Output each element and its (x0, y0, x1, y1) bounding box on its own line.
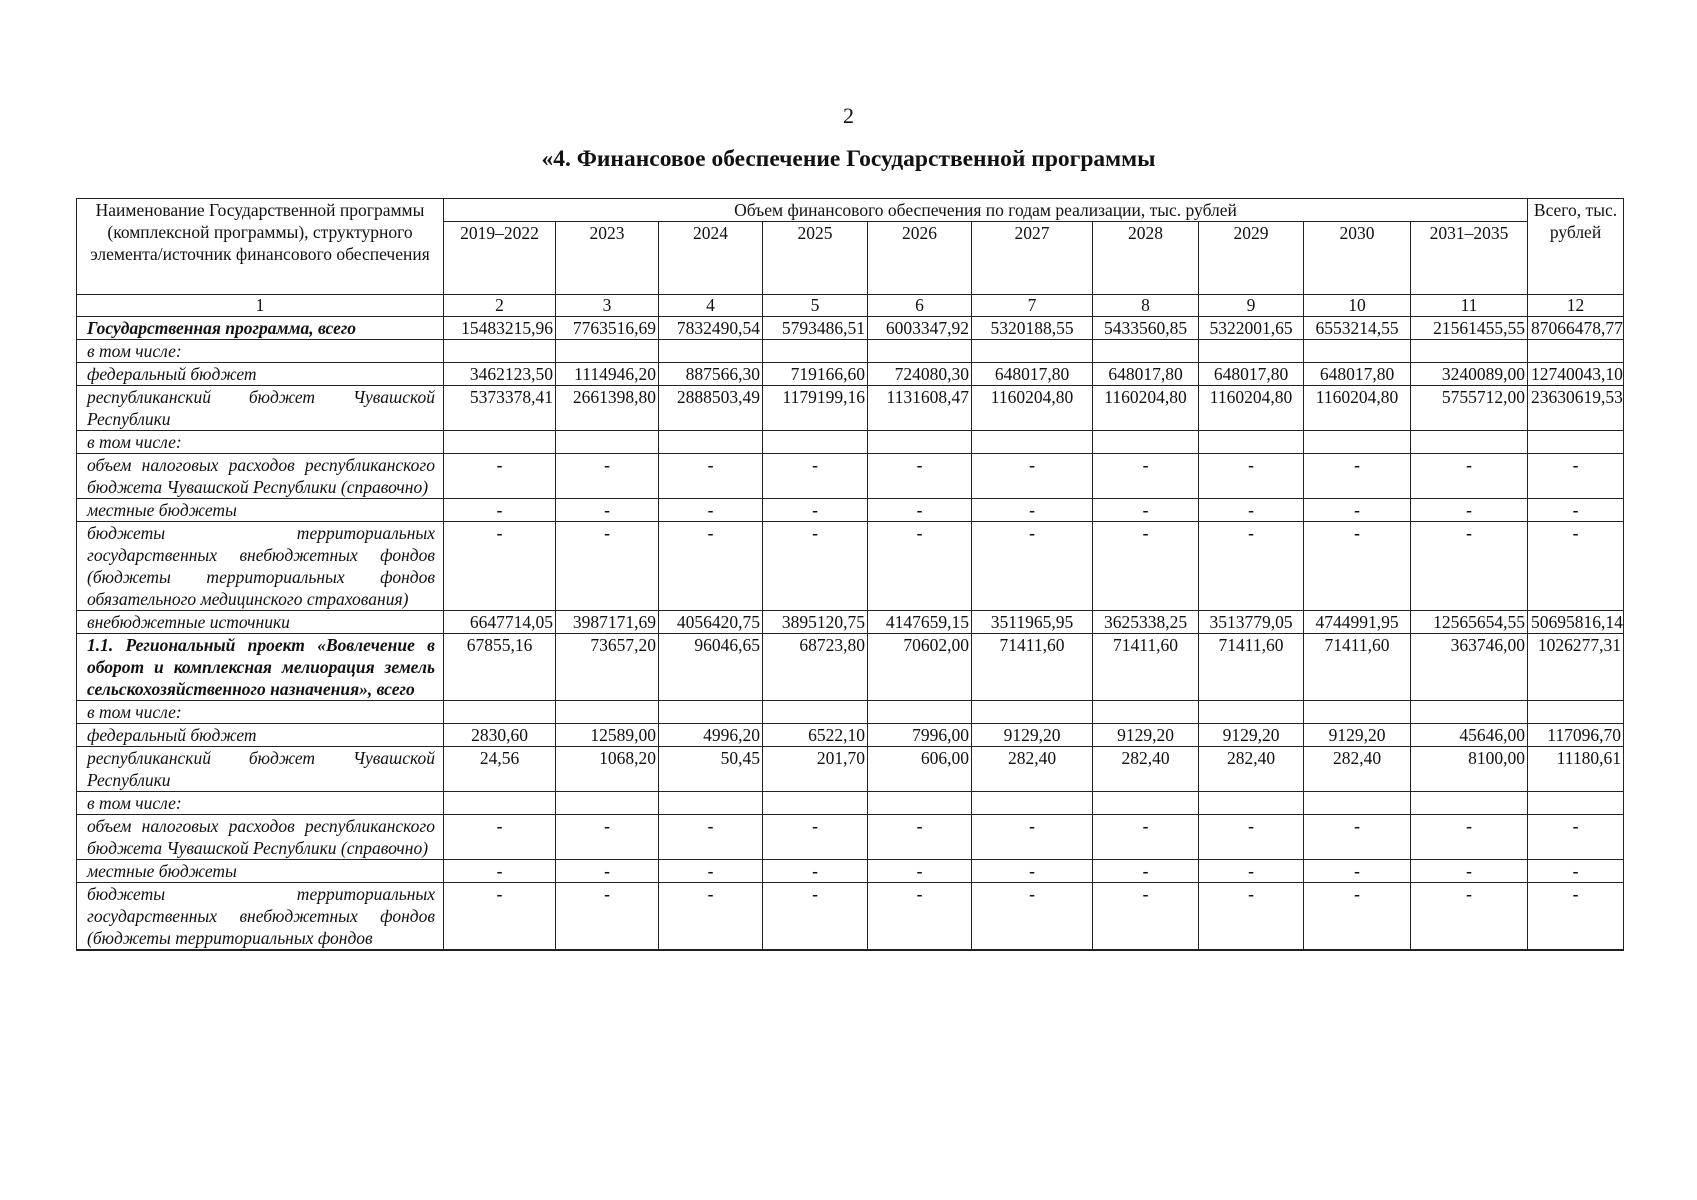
blank-cell (659, 701, 763, 724)
value-cell: 5755712,00 (1411, 386, 1528, 431)
row-label-cell: в том числе: (77, 792, 444, 815)
value-cell: 5320188,55 (972, 317, 1093, 340)
value-cell: 1131608,47 (868, 386, 972, 431)
row-label-cell: внебюджетные источники (77, 611, 444, 634)
value-cell: 719166,60 (763, 363, 868, 386)
empty-value-dash: - (659, 522, 763, 611)
header-year-cell: 2027 (972, 222, 1093, 295)
empty-value-dash: - (1093, 815, 1199, 860)
value-cell: 3987171,69 (556, 611, 659, 634)
blank-cell (868, 792, 972, 815)
blank-cell (763, 431, 868, 454)
header-name-cell: Наименование Государственной программы (комплексной программы), структурного элемента/источник финансового обеспечения (77, 199, 444, 295)
empty-value-dash: - (1528, 883, 1624, 951)
blank-cell (1411, 792, 1528, 815)
blank-cell (1199, 792, 1304, 815)
value-cell: 7763516,69 (556, 317, 659, 340)
table-row (77, 792, 1624, 815)
blank-cell (444, 792, 556, 815)
empty-value-dash: - (972, 883, 1093, 951)
empty-value-dash: - (1411, 522, 1528, 611)
header-year-cell: 2019–2022 (444, 222, 556, 295)
row-label-cell: в том числе: (77, 340, 444, 363)
empty-value-dash: - (868, 454, 972, 499)
value-cell: 9129,20 (1199, 724, 1304, 747)
value-cell: 1179199,16 (763, 386, 868, 431)
value-cell: 12589,00 (556, 724, 659, 747)
empty-value-dash: - (1411, 499, 1528, 522)
empty-value-dash: - (1411, 454, 1528, 499)
empty-value-dash: - (659, 454, 763, 499)
empty-value-dash: - (1093, 860, 1199, 883)
value-cell: 1160204,80 (1199, 386, 1304, 431)
row-label-cell: бюджеты территориальных государственных внебюджетных фондов (бюджеты территориальных фондов (77, 883, 444, 951)
value-cell: 4744991,95 (1304, 611, 1411, 634)
value-cell: 1160204,80 (1304, 386, 1411, 431)
empty-value-dash: - (556, 860, 659, 883)
value-cell: 282,40 (1199, 747, 1304, 792)
empty-value-dash: - (444, 883, 556, 951)
value-cell: 3625338,25 (1093, 611, 1199, 634)
blank-cell (659, 792, 763, 815)
value-cell: 648017,80 (1304, 363, 1411, 386)
blank-cell (1411, 701, 1528, 724)
value-cell: 3895120,75 (763, 611, 868, 634)
row-label-cell: 1.1. Региональный проект «Вовлечение в оборот и комплексная мелиорация земель сельскохозяйственного назначения», всего (77, 634, 444, 701)
row-label-cell: объем налоговых расходов республиканского бюджета Чувашской Республики (справочно) (77, 454, 444, 499)
value-cell: 21561455,55 (1411, 317, 1528, 340)
empty-value-dash: - (1411, 860, 1528, 883)
empty-value-dash: - (1528, 815, 1624, 860)
blank-cell (1093, 340, 1199, 363)
value-cell: 6647714,05 (444, 611, 556, 634)
value-cell: 11180,61 (1528, 747, 1624, 792)
header-year-cell: 2024 (659, 222, 763, 295)
value-cell: 6553214,55 (1304, 317, 1411, 340)
blank-cell (1528, 340, 1624, 363)
value-cell: 5322001,65 (1199, 317, 1304, 340)
empty-value-dash: - (556, 499, 659, 522)
value-cell: 45646,00 (1411, 724, 1528, 747)
value-cell: 6003347,92 (868, 317, 972, 340)
column-number-cell: 7 (972, 295, 1093, 317)
header-year-cell: 2031–2035 (1411, 222, 1528, 295)
row-label-cell: федеральный бюджет (77, 363, 444, 386)
empty-value-dash: - (1528, 860, 1624, 883)
empty-value-dash: - (1304, 499, 1411, 522)
empty-value-dash: - (556, 454, 659, 499)
value-cell: 1026277,31 (1528, 634, 1624, 701)
blank-cell (1411, 340, 1528, 363)
empty-value-dash: - (763, 883, 868, 951)
row-label-cell: объем налоговых расходов республиканского бюджета Чувашской Республики (справочно) (77, 815, 444, 860)
table-row (77, 634, 1624, 701)
value-cell: 71411,60 (972, 634, 1093, 701)
empty-value-dash: - (763, 454, 868, 499)
row-label-cell: республиканский бюджет Чувашской Республики (77, 747, 444, 792)
value-cell: 1114946,20 (556, 363, 659, 386)
value-cell: 71411,60 (1093, 634, 1199, 701)
empty-value-dash: - (444, 522, 556, 611)
blank-cell (659, 431, 763, 454)
blank-cell (1528, 792, 1624, 815)
empty-value-dash: - (1093, 454, 1199, 499)
value-cell: 71411,60 (1199, 634, 1304, 701)
empty-value-dash: - (444, 860, 556, 883)
table-row (77, 611, 1624, 634)
row-label-cell: местные бюджеты (77, 860, 444, 883)
column-numbers-row (77, 295, 1624, 317)
value-cell: 201,70 (763, 747, 868, 792)
empty-value-dash: - (659, 883, 763, 951)
row-label-cell: республиканский бюджет Чувашской Республики (77, 386, 444, 431)
blank-cell (1093, 701, 1199, 724)
blank-cell (1199, 340, 1304, 363)
table-row (77, 499, 1624, 522)
blank-cell (556, 701, 659, 724)
header-total-cell: Всего, тыс. рублей (1528, 199, 1624, 295)
blank-cell (556, 431, 659, 454)
table-row (77, 860, 1624, 883)
empty-value-dash: - (444, 499, 556, 522)
column-number-cell: 8 (1093, 295, 1199, 317)
value-cell: 3462123,50 (444, 363, 556, 386)
financing-table (76, 198, 1624, 951)
row-label-cell: бюджеты территориальных государственных внебюджетных фондов (бюджеты территориальных фондов обязательного медицинского страхования) (77, 522, 444, 611)
row-label-cell: федеральный бюджет (77, 724, 444, 747)
value-cell: 887566,30 (659, 363, 763, 386)
empty-value-dash: - (972, 860, 1093, 883)
value-cell: 606,00 (868, 747, 972, 792)
value-cell: 12565654,55 (1411, 611, 1528, 634)
value-cell: 1160204,80 (1093, 386, 1199, 431)
value-cell: 2888503,49 (659, 386, 763, 431)
value-cell: 4056420,75 (659, 611, 763, 634)
column-number-cell: 12 (1528, 295, 1624, 317)
value-cell: 2830,60 (444, 724, 556, 747)
empty-value-dash: - (1304, 815, 1411, 860)
table-row (77, 747, 1624, 792)
empty-value-dash: - (556, 883, 659, 951)
value-cell: 2661398,80 (556, 386, 659, 431)
value-cell: 50,45 (659, 747, 763, 792)
value-cell: 73657,20 (556, 634, 659, 701)
empty-value-dash: - (763, 815, 868, 860)
header-year-cell: 2029 (1199, 222, 1304, 295)
blank-cell (1199, 701, 1304, 724)
table-row (77, 883, 1624, 951)
empty-value-dash: - (763, 499, 868, 522)
empty-value-dash: - (1304, 883, 1411, 951)
empty-value-dash: - (868, 499, 972, 522)
header-row-top (77, 199, 1624, 222)
value-cell: 9129,20 (1093, 724, 1199, 747)
row-label-cell: в том числе: (77, 701, 444, 724)
row-label-cell: местные бюджеты (77, 499, 444, 522)
table-row (77, 363, 1624, 386)
table-row (77, 522, 1624, 611)
blank-cell (1528, 431, 1624, 454)
value-cell: 1160204,80 (972, 386, 1093, 431)
empty-value-dash: - (1199, 815, 1304, 860)
header-year-cell: 2028 (1093, 222, 1199, 295)
blank-cell (1093, 792, 1199, 815)
row-label-cell: Государственная программа, всего (77, 317, 444, 340)
value-cell: 4147659,15 (868, 611, 972, 634)
empty-value-dash: - (556, 522, 659, 611)
column-number-cell: 9 (1199, 295, 1304, 317)
header-volume-cell: Объем финансового обеспечения по годам реализации, тыс. рублей (444, 199, 1528, 222)
empty-value-dash: - (1199, 883, 1304, 951)
empty-value-dash: - (659, 860, 763, 883)
value-cell: 67855,16 (444, 634, 556, 701)
blank-cell (868, 340, 972, 363)
value-cell: 282,40 (972, 747, 1093, 792)
empty-value-dash: - (972, 454, 1093, 499)
row-label-cell: в том числе: (77, 431, 444, 454)
empty-value-dash: - (1528, 522, 1624, 611)
value-cell: 5793486,51 (763, 317, 868, 340)
value-cell: 24,56 (444, 747, 556, 792)
value-cell: 70602,00 (868, 634, 972, 701)
empty-value-dash: - (1199, 522, 1304, 611)
blank-cell (444, 701, 556, 724)
value-cell: 8100,00 (1411, 747, 1528, 792)
empty-value-dash: - (1199, 860, 1304, 883)
blank-cell (1528, 701, 1624, 724)
empty-value-dash: - (444, 454, 556, 499)
empty-value-dash: - (1304, 860, 1411, 883)
blank-cell (556, 340, 659, 363)
table-row (77, 724, 1624, 747)
blank-cell (763, 340, 868, 363)
blank-cell (763, 792, 868, 815)
table-row (77, 815, 1624, 860)
value-cell: 9129,20 (1304, 724, 1411, 747)
blank-cell (972, 701, 1093, 724)
blank-cell (1304, 792, 1411, 815)
empty-value-dash: - (1411, 815, 1528, 860)
value-cell: 68723,80 (763, 634, 868, 701)
empty-value-dash: - (868, 883, 972, 951)
blank-cell (1304, 431, 1411, 454)
empty-value-dash: - (972, 815, 1093, 860)
value-cell: 117096,70 (1528, 724, 1624, 747)
table-row (77, 701, 1624, 724)
table-row (77, 431, 1624, 454)
column-number-cell: 11 (1411, 295, 1528, 317)
value-cell: 6522,10 (763, 724, 868, 747)
blank-cell (444, 431, 556, 454)
blank-cell (1199, 431, 1304, 454)
value-cell: 5433560,85 (1093, 317, 1199, 340)
empty-value-dash: - (972, 499, 1093, 522)
column-number-cell: 6 (868, 295, 972, 317)
empty-value-dash: - (444, 815, 556, 860)
empty-value-dash: - (1093, 883, 1199, 951)
value-cell: 7832490,54 (659, 317, 763, 340)
column-number-cell: 1 (77, 295, 444, 317)
blank-cell (659, 340, 763, 363)
empty-value-dash: - (868, 860, 972, 883)
value-cell: 282,40 (1093, 747, 1199, 792)
empty-value-dash: - (1304, 454, 1411, 499)
column-number-cell: 10 (1304, 295, 1411, 317)
table-row (77, 340, 1624, 363)
column-number-cell: 2 (444, 295, 556, 317)
value-cell: 7996,00 (868, 724, 972, 747)
empty-value-dash: - (868, 815, 972, 860)
blank-cell (972, 792, 1093, 815)
value-cell: 3240089,00 (1411, 363, 1528, 386)
value-cell: 724080,30 (868, 363, 972, 386)
table-row (77, 317, 1624, 340)
value-cell: 3511965,95 (972, 611, 1093, 634)
blank-cell (868, 431, 972, 454)
page-number: 2 (843, 103, 854, 128)
empty-value-dash: - (972, 522, 1093, 611)
blank-cell (868, 701, 972, 724)
value-cell: 648017,80 (1199, 363, 1304, 386)
blank-cell (556, 792, 659, 815)
blank-cell (1304, 340, 1411, 363)
blank-cell (972, 340, 1093, 363)
value-cell: 1068,20 (556, 747, 659, 792)
blank-cell (972, 431, 1093, 454)
column-number-cell: 3 (556, 295, 659, 317)
section-title: «4. Финансовое обеспечение Государственной программы (541, 146, 1156, 172)
header-year-cell: 2030 (1304, 222, 1411, 295)
empty-value-dash: - (1093, 522, 1199, 611)
header-year-cell: 2025 (763, 222, 868, 295)
empty-value-dash: - (1528, 454, 1624, 499)
empty-value-dash: - (659, 815, 763, 860)
blank-cell (763, 701, 868, 724)
empty-value-dash: - (1199, 454, 1304, 499)
value-cell: 9129,20 (972, 724, 1093, 747)
empty-value-dash: - (659, 499, 763, 522)
value-cell: 71411,60 (1304, 634, 1411, 701)
value-cell: 96046,65 (659, 634, 763, 701)
blank-cell (444, 340, 556, 363)
value-cell: 50695816,14 (1528, 611, 1624, 634)
table-row (77, 386, 1624, 431)
value-cell: 648017,80 (972, 363, 1093, 386)
blank-cell (1093, 431, 1199, 454)
value-cell: 4996,20 (659, 724, 763, 747)
blank-cell (1411, 431, 1528, 454)
value-cell: 282,40 (1304, 747, 1411, 792)
value-cell: 648017,80 (1093, 363, 1199, 386)
empty-value-dash: - (1304, 522, 1411, 611)
value-cell: 87066478,77 (1528, 317, 1624, 340)
value-cell: 5373378,41 (444, 386, 556, 431)
blank-cell (1304, 701, 1411, 724)
header-year-cell: 2023 (556, 222, 659, 295)
value-cell: 23630619,53 (1528, 386, 1624, 431)
empty-value-dash: - (1093, 499, 1199, 522)
value-cell: 3513779,05 (1199, 611, 1304, 634)
value-cell: 15483215,96 (444, 317, 556, 340)
empty-value-dash: - (556, 815, 659, 860)
value-cell: 12740043,10 (1528, 363, 1624, 386)
table-row (77, 454, 1624, 499)
empty-value-dash: - (1411, 883, 1528, 951)
empty-value-dash: - (868, 522, 972, 611)
column-number-cell: 4 (659, 295, 763, 317)
empty-value-dash: - (763, 522, 868, 611)
empty-value-dash: - (1528, 499, 1624, 522)
empty-value-dash: - (763, 860, 868, 883)
value-cell: 363746,00 (1411, 634, 1528, 701)
empty-value-dash: - (1199, 499, 1304, 522)
header-year-cell: 2026 (868, 222, 972, 295)
column-number-cell: 5 (763, 295, 868, 317)
